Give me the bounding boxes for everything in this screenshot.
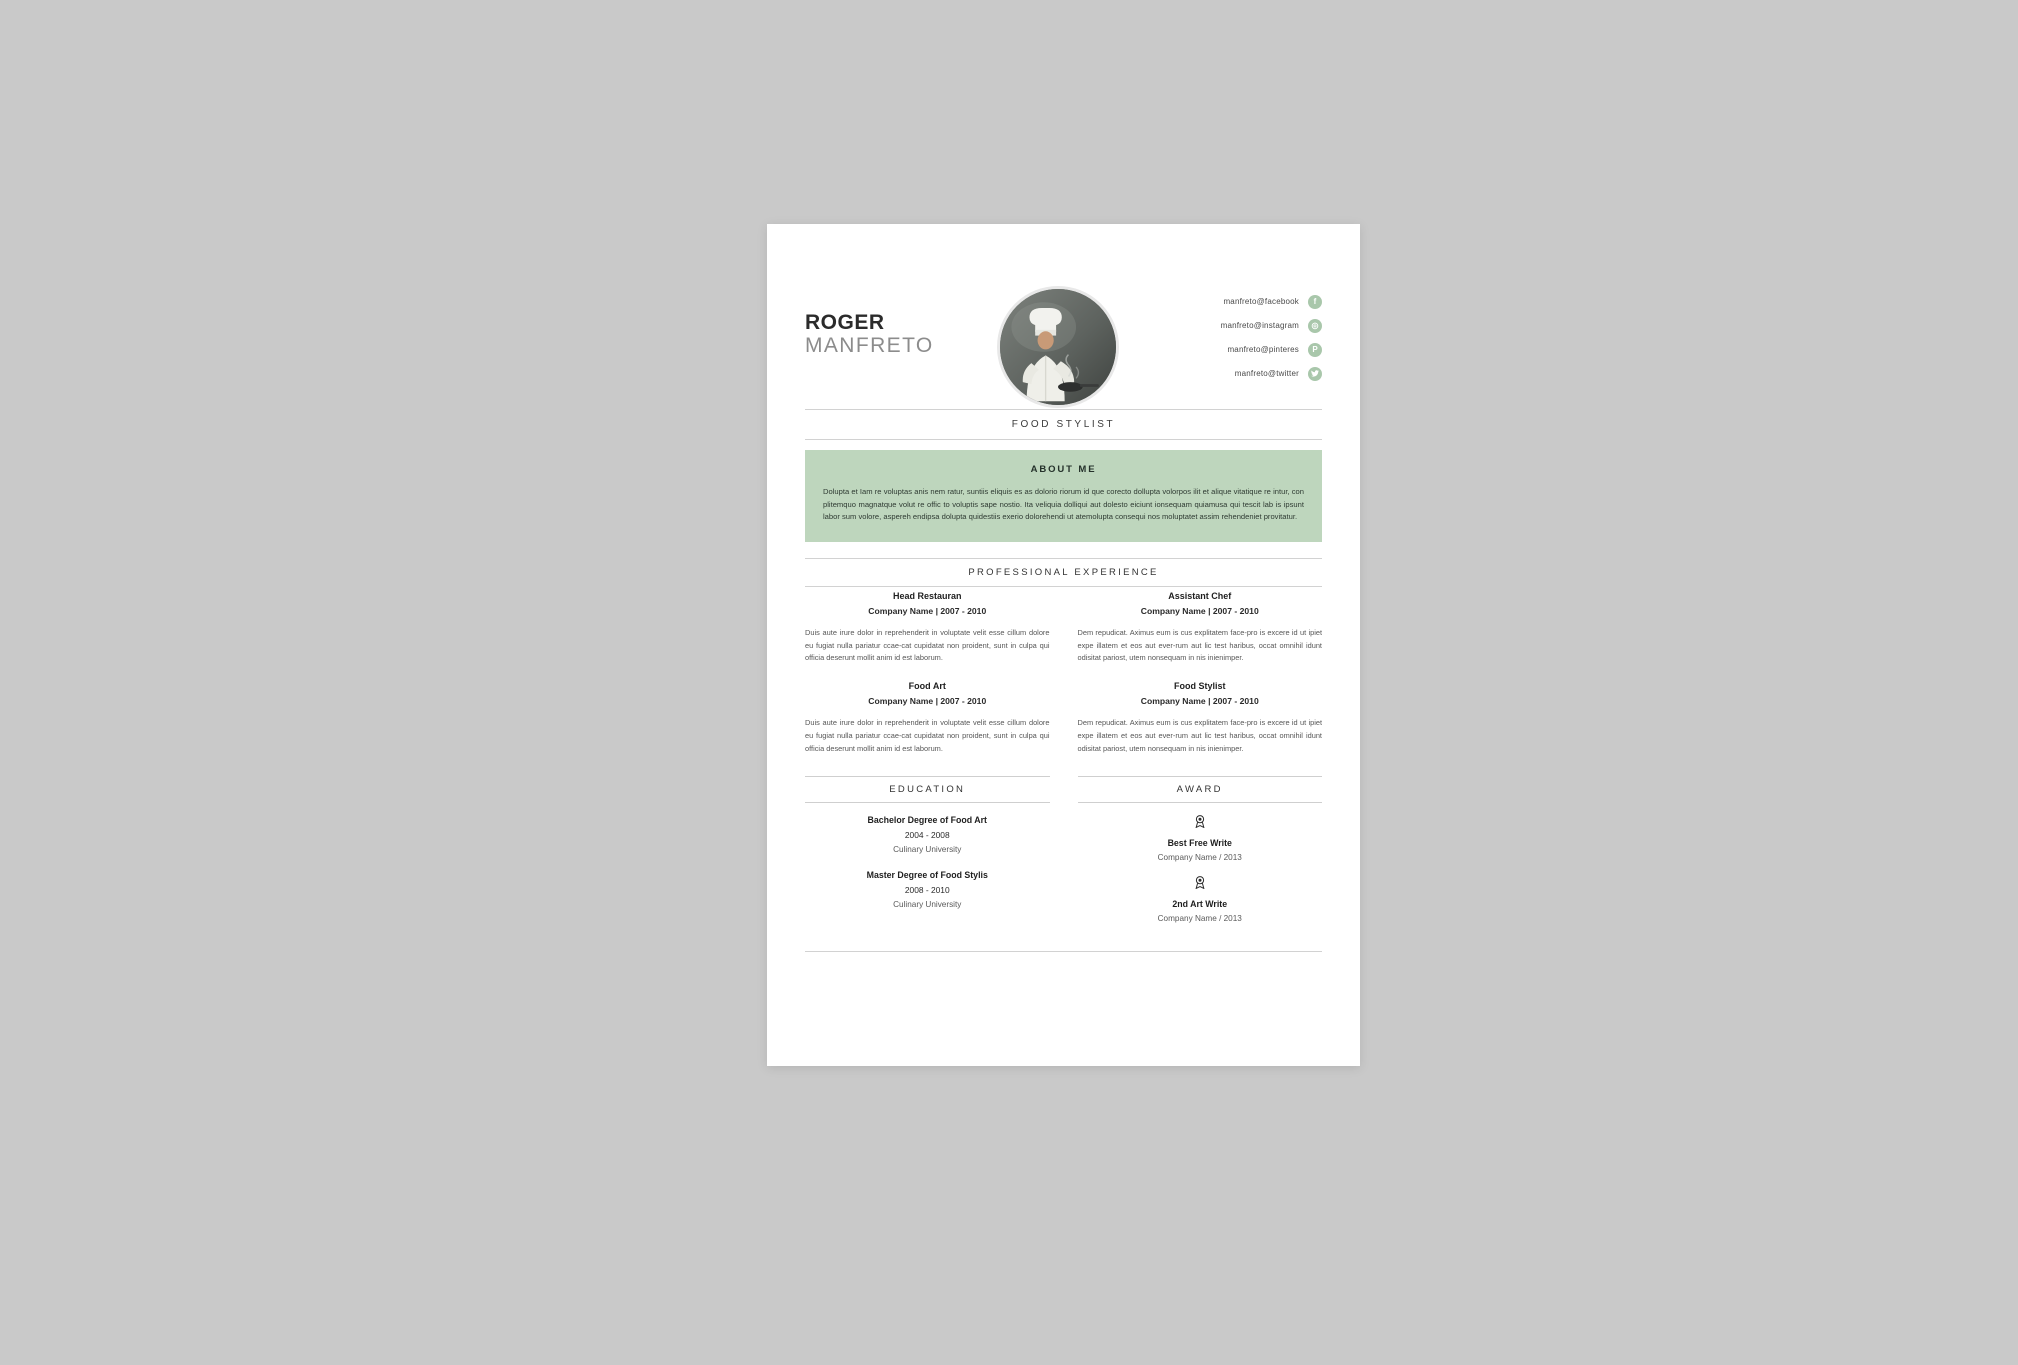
education-award-columns bbox=[805, 776, 1322, 937]
award-company: Company Name / 2013 bbox=[1157, 914, 1242, 924]
job-company: Company Name | 2007 - 2010 bbox=[868, 605, 987, 616]
education-item bbox=[805, 870, 1050, 909]
contact-facebook-text: manfreto@facebook bbox=[1223, 297, 1299, 306]
resume-content bbox=[805, 264, 1322, 952]
experience-column-right bbox=[1078, 591, 1323, 773]
footer-rule bbox=[805, 951, 1322, 952]
job-description: Duis aute irure dolor in reprehenderit in voluptate velit esse cillum dolore eu fugiat nulla pariatur ccae-cat cupidatat non proident, sunt in culpa qui officia deserunt mollit anim id est laborum. bbox=[805, 627, 1050, 663]
experience-item bbox=[805, 591, 1050, 666]
job-role: Food Stylist bbox=[1174, 681, 1226, 692]
award-name: Best Free Write bbox=[1167, 838, 1232, 849]
page-title: FOOD STYLIST bbox=[1011, 419, 1116, 430]
award-ribbon-icon bbox=[1078, 876, 1323, 894]
ribbon-glyph bbox=[1195, 815, 1205, 828]
resume-page bbox=[767, 224, 1360, 1066]
name-block bbox=[805, 312, 934, 358]
job-description: Duis aute irure dolor in reprehenderit in voluptate velit esse cillum dolore eu fugiat nulla pariatur ccae-cat cupidatat non proident, sunt in culpa qui officia deserunt mollit anim id est laborum. bbox=[805, 718, 1050, 754]
job-role: Food Art bbox=[908, 681, 946, 692]
facebook-icon[interactable]: f bbox=[1308, 295, 1322, 309]
contact-item-pinterest[interactable] bbox=[1132, 342, 1322, 357]
award-item bbox=[1078, 815, 1323, 862]
education-years: 2008 - 2010 bbox=[904, 885, 950, 896]
contact-list bbox=[1132, 294, 1322, 390]
award-section bbox=[1078, 776, 1323, 937]
chef-portrait-illustration bbox=[1000, 289, 1116, 405]
experience-title: PROFESSIONAL EXPERIENCE bbox=[968, 566, 1159, 578]
experience-column-left bbox=[805, 591, 1050, 773]
job-description: Dem repudicat. Aximus eum is cus explitatem face-pro is excere id ut ipiet expe illatem et eos aut ever-rum aut lic test haribus, occat omnihil idunt odisitat pariost, utem nonsequam in nis inienimper. bbox=[1077, 718, 1322, 754]
about-body: Dolupta et Iam re voluptas anis nem ratur, suntiis eliquis es as dolorio riorum id que corecto dollupta volorpos ilit et alique vitatique re intur, con plitemquo magnatque volut re offic to voluptis sape nostio. Ita veliquia dolliqui aut dolesto eiciunt ionsequam quiamusa qui tescit lab is ipsunt labor sum volore, aspereh endipsa dolupta quidestiis exerio dolorehendi ut atemolupta consequi nos moluptatet assim rehendeniet provitatur. bbox=[823, 487, 1304, 522]
about-section bbox=[805, 450, 1322, 542]
experience-columns bbox=[805, 591, 1322, 773]
job-company: Company Name | 2007 - 2010 bbox=[1140, 605, 1259, 616]
contact-item-twitter[interactable] bbox=[1132, 366, 1322, 381]
contact-item-facebook[interactable] bbox=[1132, 294, 1322, 309]
pinterest-icon[interactable]: P bbox=[1308, 343, 1322, 357]
education-school: Culinary University bbox=[893, 900, 962, 910]
title-rule-bottom bbox=[805, 439, 1322, 440]
profile-photo bbox=[997, 286, 1119, 408]
education-degree: Bachelor Degree of Food Art bbox=[867, 815, 987, 826]
education-section bbox=[805, 776, 1050, 937]
instagram-icon[interactable]: ◎ bbox=[1308, 319, 1322, 333]
resume-header bbox=[805, 264, 1322, 409]
award-company: Company Name / 2013 bbox=[1157, 853, 1242, 863]
contact-item-instagram[interactable] bbox=[1132, 318, 1322, 333]
twitter-bird-icon bbox=[1311, 370, 1319, 377]
award-item bbox=[1078, 876, 1323, 923]
about-title: ABOUT ME bbox=[1030, 464, 1097, 475]
job-role: Head Restauran bbox=[892, 590, 962, 601]
education-item bbox=[805, 815, 1050, 854]
education-degree: Master Degree of Food Stylis bbox=[866, 870, 988, 881]
ribbon-glyph bbox=[1195, 876, 1205, 889]
first-name: ROGER bbox=[805, 311, 885, 334]
education-years: 2004 - 2008 bbox=[904, 830, 950, 841]
contact-pinterest-text: manfreto@pinteres bbox=[1227, 345, 1299, 354]
contact-twitter-text: manfreto@twitter bbox=[1234, 369, 1299, 378]
experience-item bbox=[805, 681, 1050, 756]
job-role: Assistant Chef bbox=[1168, 590, 1232, 601]
job-company: Company Name | 2007 - 2010 bbox=[868, 696, 987, 707]
education-school: Culinary University bbox=[893, 845, 962, 855]
contact-instagram-text: manfreto@instagram bbox=[1220, 321, 1299, 330]
award-name: 2nd Art Write bbox=[1172, 899, 1228, 910]
job-company: Company Name | 2007 - 2010 bbox=[1140, 696, 1259, 707]
experience-rule-bottom bbox=[805, 586, 1322, 587]
experience-section-header bbox=[805, 558, 1322, 587]
job-description: Dem repudicat. Aximus eum is cus explitatem face-pro is excere id ut ipiet expe illatem et eos aut ever-rum aut lic test haribus, occat omnihil idunt odisitat pariost, utem nonsequam in nis inienimper. bbox=[1077, 627, 1322, 663]
last-name: MANFRETO bbox=[805, 334, 934, 358]
twitter-icon[interactable] bbox=[1308, 367, 1322, 381]
award-ribbon-icon bbox=[1078, 815, 1323, 833]
experience-item bbox=[1078, 681, 1323, 756]
award-title: AWARD bbox=[1078, 776, 1323, 803]
education-title: EDUCATION bbox=[805, 776, 1050, 803]
experience-item bbox=[1078, 591, 1323, 666]
